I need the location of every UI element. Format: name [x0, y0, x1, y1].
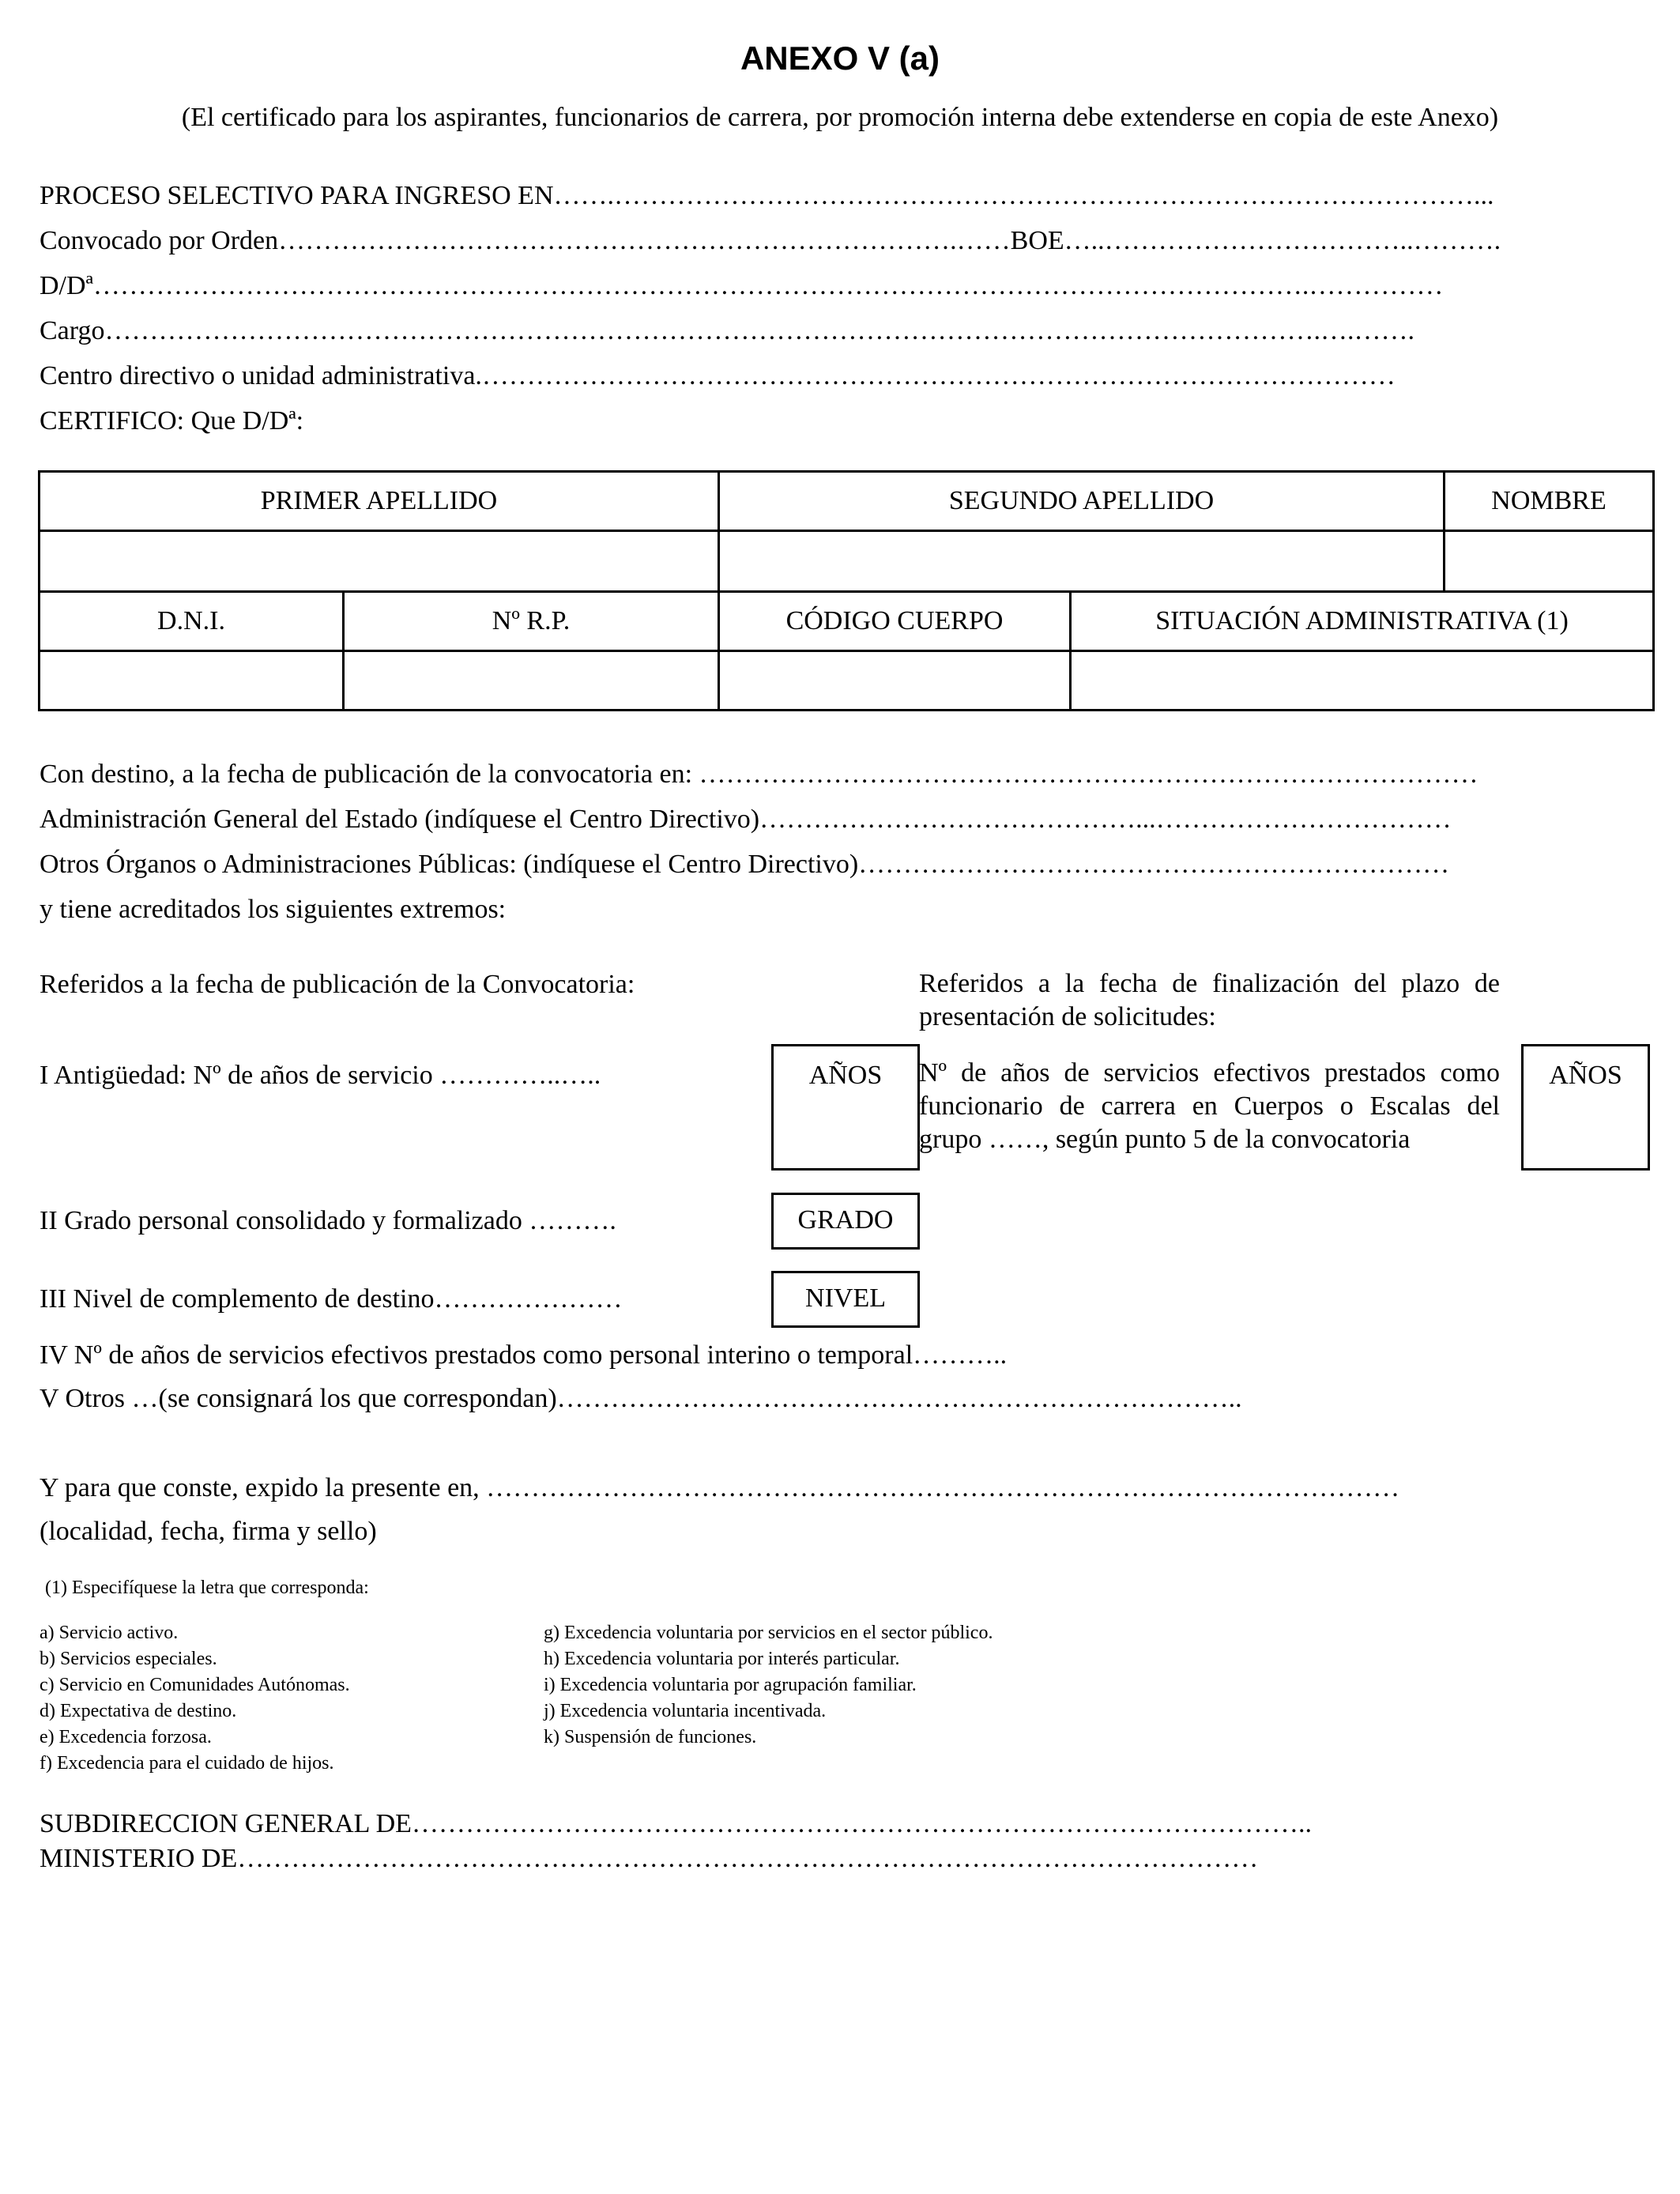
certifico-label: CERTIFICO: Que D/Dª: [40, 406, 304, 435]
codigo-cuerpo-input[interactable] [719, 651, 1071, 711]
anos-box[interactable] [771, 1044, 920, 1171]
otros-organos-field[interactable]: Otros Órganos o Administraciones Públicas: (indíquese el Centro Directivo)………………………………………………………… [40, 850, 1450, 879]
nombre-header: NOMBRE [1445, 472, 1654, 531]
anos-box-right-label: AÑOS [1549, 1061, 1622, 1090]
primer-apellido-input[interactable] [40, 531, 719, 592]
footnote-item: j) Excedencia voluntaria incentivada. [544, 1701, 827, 1721]
footnote-item: c) Servicio en Comunidades Autónomas. [40, 1675, 350, 1695]
grado-box[interactable] [771, 1193, 920, 1250]
con-destino-field[interactable]: Con destino, a la fecha de publicación de la convocatoria en: …………………………………………………………………………… [40, 760, 1478, 789]
primer-apellido-header: PRIMER APELLIDO [40, 472, 719, 531]
segundo-apellido-header: SEGUNDO APELLIDO [719, 472, 1445, 531]
cargo-field[interactable]: Cargo……………………………………………………………………………………………………………………….….……. [40, 316, 1414, 345]
otros-field[interactable]: V Otros …(se consignará los que correspondan)………………………………………………………………….. [40, 1384, 1242, 1413]
situacion-header: SITUACIÓN ADMINISTRATIVA (1) [1071, 592, 1654, 651]
nrp-input[interactable] [344, 651, 719, 711]
footnote-item: a) Servicio activo. [40, 1623, 179, 1643]
centro-field[interactable]: Centro directivo o unidad administrativa.………………………………………………………………………………………… [40, 361, 1396, 390]
antiguedad-label: I Antigüedad: Nº de años de servicio …………..….. [40, 1061, 601, 1090]
grado-box-label: GRADO [797, 1205, 894, 1235]
referidos-left-heading: Referidos a la fecha de publicación de la Convocatoria: [40, 970, 635, 999]
situacion-input[interactable] [1071, 651, 1654, 711]
nivel-box[interactable] [771, 1271, 920, 1328]
interino-field[interactable]: IV Nº de años de servicios efectivos prestados como personal interino o temporal……….. [40, 1340, 1008, 1370]
identity-table [38, 470, 1655, 711]
footnote-item: h) Excedencia voluntaria por interés particular. [544, 1649, 900, 1669]
segundo-apellido-input[interactable] [719, 531, 1445, 592]
proceso-field[interactable]: PROCESO SELECTIVO PARA INGRESO EN…….……………………………………………………………………………………... [40, 181, 1494, 210]
anos-box-label: AÑOS [808, 1061, 883, 1090]
nombre-input[interactable] [1445, 531, 1654, 592]
page-subtitle: (El certificado para los aspirantes, funcionarios de carrera, por promoción interna debe extenderse en copia de este Anexo) [181, 103, 1499, 132]
footnote-right-list [544, 1620, 993, 1751]
footnote-item: g) Excedencia voluntaria por servicios en el sector público. [544, 1623, 993, 1643]
age-field[interactable]: Administración General del Estado (indíquese el Centro Directivo)……………………………………...…………………………… [40, 805, 1452, 834]
anos-box-right[interactable] [1521, 1044, 1650, 1171]
footnote-item: d) Expectativa de destino. [40, 1701, 237, 1721]
grado-label: II Grado personal consolidado y formalizado ………. [40, 1206, 616, 1235]
footnote-item: i) Excedencia voluntaria por agrupación familiar. [544, 1675, 917, 1695]
footnote-item: f) Excedencia para el cuidado de hijos. [40, 1753, 334, 1774]
dda-field[interactable]: D/Dª……………………………………………………………………………………………………………………….…………… [40, 271, 1444, 300]
page-title: ANEXO V (a) [740, 40, 940, 77]
codigo-cuerpo-header: CÓDIGO CUERPO [719, 592, 1071, 651]
expido-field[interactable]: Y para que conste, expido la presente en, ………………………………………………………………………………………… [40, 1473, 1400, 1502]
servicios-efectivos-text: Nº de años de servicios efectivos prestados como funcionario de carrera en Cuerpos o Escalas del grupo ……, según punto 5 de la convocatoria [919, 1058, 1500, 1154]
footnote-left-list [40, 1620, 350, 1777]
nivel-box-label: NIVEL [805, 1284, 886, 1313]
convocado-field[interactable]: Convocado por Orden………………………………………………………………….……BOE…..……………………………..………. [40, 226, 1501, 255]
ministerio-field[interactable]: MINISTERIO DE…………………………………………………………………………………………………… [40, 1844, 1259, 1873]
referidos-right-heading: Referidos a la fecha de finalización del plazo de presentación de solicitudes: [919, 969, 1500, 1031]
acreditados-text: y tiene acreditados los siguientes extremos: [40, 895, 507, 924]
footnote-item: b) Servicios especiales. [40, 1649, 217, 1669]
nivel-label: III Nivel de complemento de destino………………… [40, 1284, 623, 1314]
footnote-item: e) Excedencia forzosa. [40, 1727, 212, 1747]
footnote-intro: (1) Especifíquese la letra que corresponda: [45, 1578, 369, 1598]
dni-header: D.N.I. [40, 592, 344, 651]
nrp-header: Nº R.P. [344, 592, 719, 651]
dni-input[interactable] [40, 651, 344, 711]
localidad-label: (localidad, fecha, firma y sello) [40, 1517, 377, 1546]
subdireccion-field[interactable]: SUBDIRECCION GENERAL DE……………………………………………………………………………………….. [40, 1809, 1312, 1838]
footnote-item: k) Suspensión de funciones. [544, 1727, 757, 1747]
